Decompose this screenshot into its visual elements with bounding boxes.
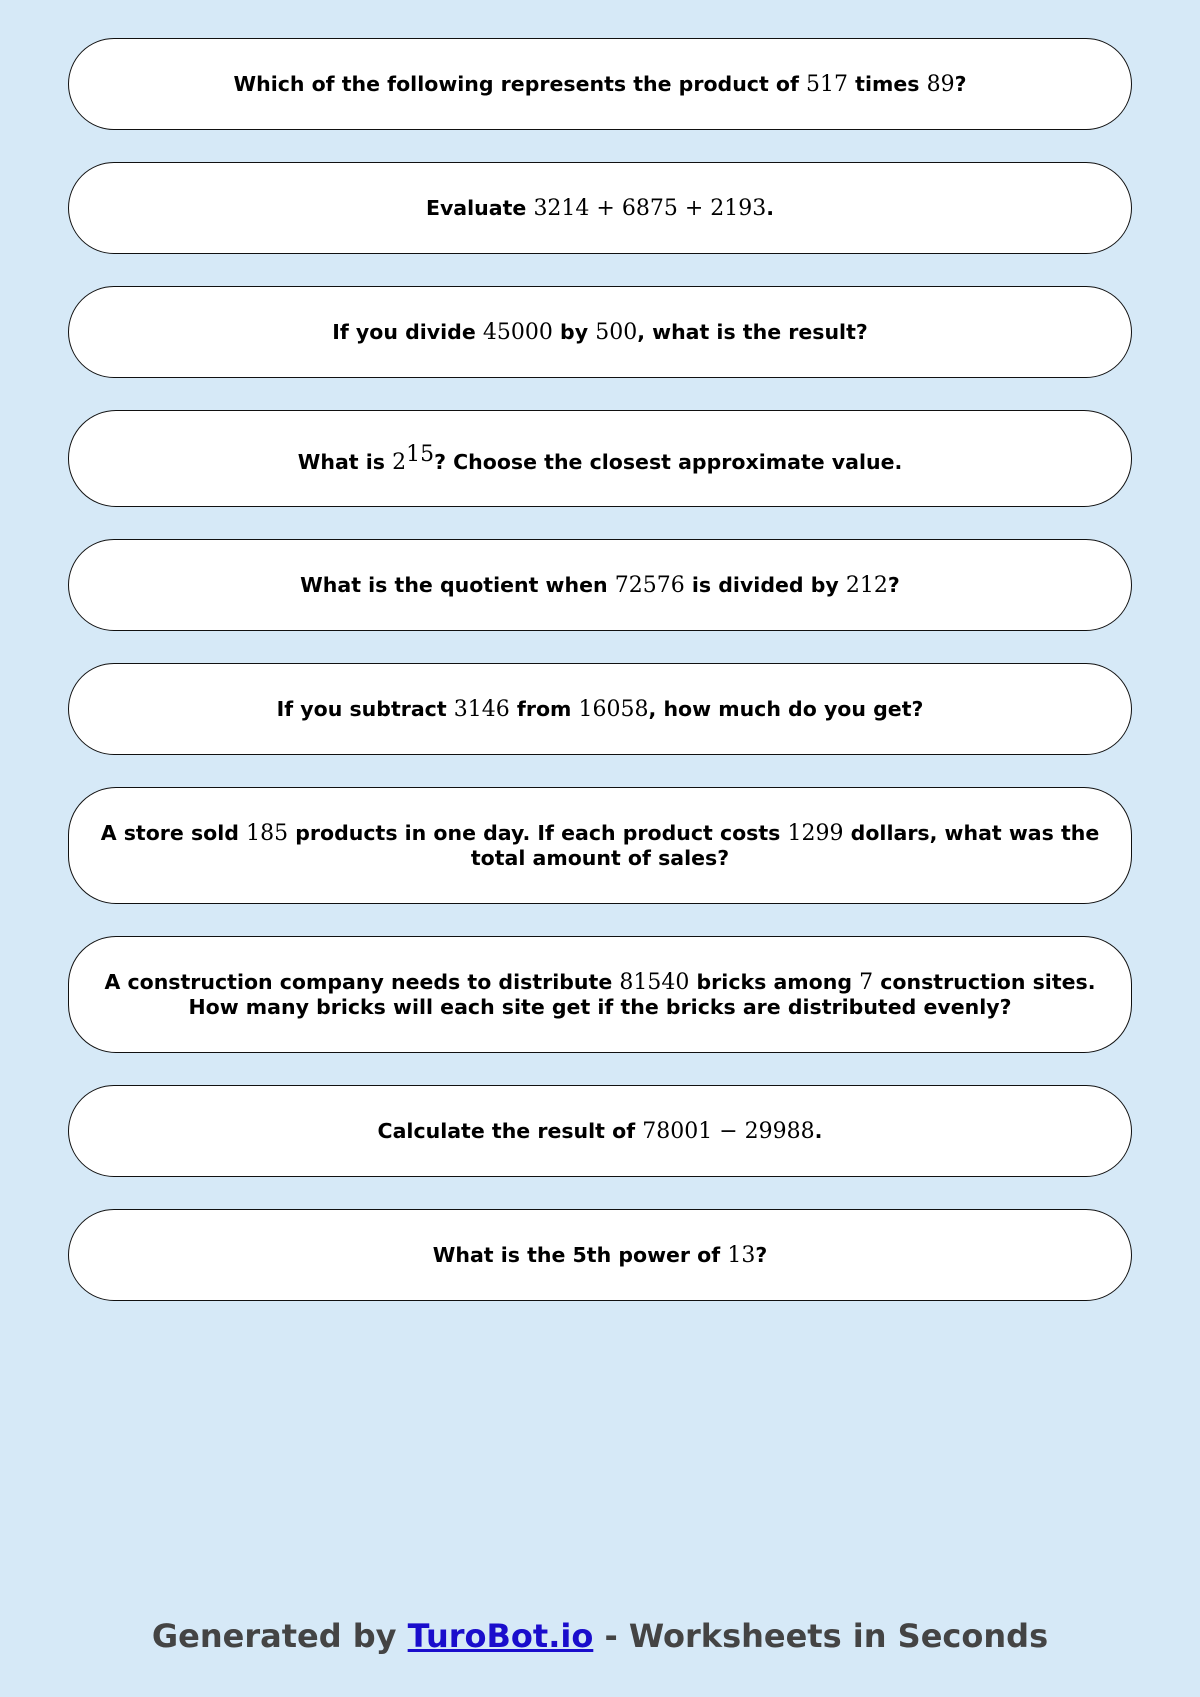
- question-text: A store sold 185 products in one day. If each product costs 1299 dollars, what was the total amount of sales?: [100, 821, 1100, 870]
- math-expression: 45000: [482, 319, 553, 345]
- question-box: [68, 1209, 1132, 1301]
- footer-suffix: - Worksheets in Seconds: [593, 1617, 1049, 1655]
- turobot-link[interactable]: TuroBot.io: [407, 1617, 594, 1655]
- math-expression: 3214 + 6875 + 2193: [533, 195, 767, 221]
- question-box: [68, 162, 1132, 254]
- question-text: What is the quotient when 72576 is divided by 212?: [300, 572, 900, 598]
- math-expression: 3146: [453, 696, 510, 722]
- math-expression: 72576: [614, 572, 685, 598]
- question-box: [68, 286, 1132, 378]
- question-box: [68, 1085, 1132, 1177]
- math-expression: 212: [845, 572, 888, 598]
- math-expression: 1299: [787, 821, 844, 846]
- math-expression: 2: [392, 449, 407, 475]
- footer-credit: [0, 1617, 1200, 1655]
- math-expression: 78001 − 29988: [642, 1118, 815, 1144]
- footer-prefix: Generated by: [151, 1617, 408, 1655]
- question-text: If you divide 45000 by 500, what is the result?: [332, 319, 868, 345]
- question-box: [68, 663, 1132, 755]
- question-text: A construction company needs to distribute 81540 bricks among 7 construction sites. How many bricks will each site get if the bricks are distributed evenly?: [104, 970, 1096, 1019]
- math-exponent: 15: [406, 441, 435, 467]
- question-box: [68, 38, 1132, 130]
- math-expression: 185: [246, 821, 289, 846]
- question-box: [68, 936, 1132, 1053]
- question-list: [68, 38, 1132, 1333]
- question-text: What is the 5th power of 13?: [432, 1242, 768, 1268]
- math-expression: 13: [727, 1242, 756, 1268]
- question-box: [68, 539, 1132, 631]
- math-expression: 500: [595, 319, 638, 345]
- math-expression: 517: [806, 71, 849, 97]
- question-text: If you subtract 3146 from 16058, how much do you get?: [276, 696, 924, 722]
- math-expression: 7: [859, 970, 874, 995]
- question-box: [68, 410, 1132, 507]
- math-expression: 81540: [619, 970, 690, 995]
- question-text: Calculate the result of 78001 − 29988.: [377, 1118, 823, 1144]
- question-text: Evaluate 3214 + 6875 + 2193.: [425, 195, 775, 221]
- question-text: What is $2^{15}$? Choose the closest approximate value.: [297, 441, 903, 475]
- question-text: Which of the following represents the product of 517 times 89?: [233, 71, 967, 97]
- math-expression: 16058: [578, 696, 649, 722]
- question-box: [68, 787, 1132, 904]
- math-expression: 89: [926, 71, 955, 97]
